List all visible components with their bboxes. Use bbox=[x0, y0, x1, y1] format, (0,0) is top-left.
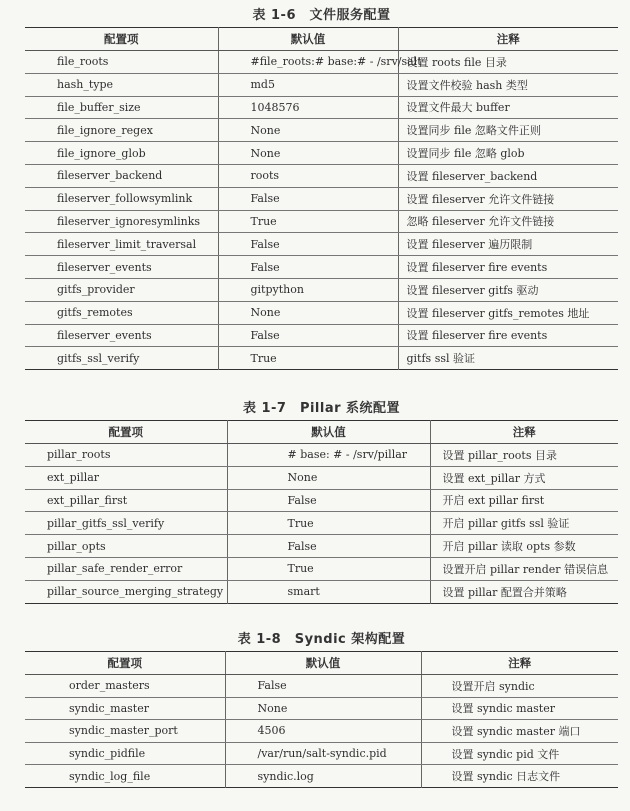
cell-key: pillar_source_merging_strategy bbox=[47, 585, 224, 599]
cell-note: 设置 fileserver gitfs_remotes 地址 bbox=[398, 301, 618, 324]
table-row bbox=[25, 675, 618, 698]
cell-default: #file_roots:# base:# - /srv/salt bbox=[218, 51, 398, 74]
cell-note: 设置开启 pillar render 错误信息 bbox=[430, 557, 618, 580]
cell-default: False bbox=[227, 489, 430, 512]
cell-default: None bbox=[225, 697, 421, 720]
column-header-note: 注释 bbox=[398, 28, 618, 51]
table-row bbox=[25, 742, 618, 765]
cell-default: None bbox=[227, 466, 430, 489]
table-row bbox=[25, 765, 618, 788]
cell-note: 设置 syndic 日志文件 bbox=[421, 765, 618, 788]
cell-default: True bbox=[227, 557, 430, 580]
cell-key: syndic_master bbox=[25, 697, 225, 720]
pillar-config-table bbox=[25, 420, 618, 604]
cell-default: /var/run/salt-syndic.pid bbox=[225, 742, 421, 765]
table-row bbox=[25, 489, 618, 512]
cell-default: # base: # - /srv/pillar bbox=[227, 444, 430, 467]
table-row bbox=[25, 324, 618, 347]
cell-note: 设置 pillar 配置合并策略 bbox=[430, 580, 618, 603]
file-server-config-table bbox=[25, 27, 618, 370]
cell-default: None bbox=[218, 301, 398, 324]
cell-default: syndic.log bbox=[225, 765, 421, 788]
cell-note: 设置 roots file 目录 bbox=[398, 51, 618, 74]
cell-key: order_masters bbox=[25, 675, 225, 698]
cell-key: pillar_opts bbox=[25, 535, 227, 558]
cell-key: fileserver_ignoresymlinks bbox=[25, 210, 218, 233]
column-header-note: 注释 bbox=[421, 652, 618, 675]
cell-key: gitfs_ssl_verify bbox=[57, 351, 140, 365]
cell-default: md5 bbox=[218, 73, 398, 96]
table-row bbox=[25, 187, 618, 210]
table-row bbox=[25, 96, 618, 119]
cell-key: fileserver_followsymlink bbox=[25, 187, 218, 210]
cell-default: True bbox=[218, 347, 398, 370]
table-row bbox=[25, 233, 618, 256]
cell-key: fileserver_backend bbox=[25, 164, 218, 187]
column-header-key: 配置项 bbox=[25, 421, 227, 444]
cell-note: 设置 syndic master 端口 bbox=[421, 720, 618, 743]
cell-note: 设置 fileserver fire events bbox=[398, 324, 618, 347]
cell-note: 设置同步 file 忽略 glob bbox=[398, 142, 618, 165]
cell-note: 设置 fileserver 允许文件链接 bbox=[398, 187, 618, 210]
table-caption: 表 1-6 文件服务配置 bbox=[252, 8, 391, 23]
table-row bbox=[25, 119, 618, 142]
cell-note: 开启 pillar gitfs ssl 验证 bbox=[430, 512, 618, 535]
cell-default: 4506 bbox=[225, 720, 421, 743]
cell-key: file_roots bbox=[25, 51, 218, 74]
cell-key: gitfs_remotes bbox=[25, 301, 218, 324]
cell-default: False bbox=[218, 256, 398, 279]
table-header-row bbox=[25, 28, 618, 51]
cell-key: fileserver_limit_traversal bbox=[25, 233, 218, 256]
cell-key: fileserver_events bbox=[25, 324, 218, 347]
cell-note: 设置 fileserver fire events bbox=[398, 256, 618, 279]
table-row bbox=[25, 535, 618, 558]
cell-note: 设置 fileserver_backend bbox=[398, 164, 618, 187]
table-row bbox=[25, 557, 618, 580]
cell-default: False bbox=[218, 187, 398, 210]
table-header-row bbox=[25, 421, 618, 444]
column-header-default: 默认值 bbox=[225, 652, 421, 675]
table-row bbox=[25, 278, 618, 301]
table-caption: 表 1-7 Pillar 系统配置 bbox=[242, 401, 401, 416]
cell-key: fileserver_events bbox=[25, 256, 218, 279]
table-section-pillar bbox=[25, 398, 618, 604]
cell-note: 设置 syndic pid 文件 bbox=[421, 742, 618, 765]
cell-key: file_ignore_regex bbox=[25, 119, 218, 142]
cell-default: gitpython bbox=[218, 278, 398, 301]
column-header-default: 默认值 bbox=[218, 28, 398, 51]
cell-key: ext_pillar_first bbox=[25, 489, 227, 512]
cell-key: file_buffer_size bbox=[25, 96, 218, 119]
cell-note: 设置 fileserver gitfs 驱动 bbox=[398, 278, 618, 301]
table-row bbox=[25, 164, 618, 187]
table-row bbox=[25, 301, 618, 324]
syndic-config-table bbox=[25, 651, 618, 788]
cell-note: 设置 fileserver 遍历限制 bbox=[398, 233, 618, 256]
cell-key: syndic_master_port bbox=[25, 720, 225, 743]
table-row bbox=[25, 73, 618, 96]
table-row bbox=[25, 210, 618, 233]
table-row bbox=[25, 347, 618, 370]
cell-note: 忽略 fileserver 允许文件链接 bbox=[398, 210, 618, 233]
cell-note: 设置 pillar_roots 目录 bbox=[430, 444, 618, 467]
table-row bbox=[25, 142, 618, 165]
cell-key: syndic_log_file bbox=[69, 769, 151, 783]
table-header-row bbox=[25, 652, 618, 675]
cell-key: pillar_safe_render_error bbox=[25, 557, 227, 580]
cell-note: 设置开启 syndic bbox=[421, 675, 618, 698]
cell-default: True bbox=[227, 512, 430, 535]
cell-default: False bbox=[218, 324, 398, 347]
cell-default: None bbox=[218, 119, 398, 142]
table-row bbox=[25, 720, 618, 743]
table-caption: 表 1-8 Syndic 架构配置 bbox=[237, 632, 406, 647]
cell-note: 开启 ext pillar first bbox=[430, 489, 618, 512]
table-row bbox=[25, 580, 618, 603]
cell-note: 设置 syndic master bbox=[421, 697, 618, 720]
cell-note: 设置文件最大 buffer bbox=[398, 96, 618, 119]
cell-default: smart bbox=[227, 580, 430, 603]
cell-key: hash_type bbox=[25, 73, 218, 96]
cell-default: True bbox=[218, 210, 398, 233]
cell-note: 设置 ext_pillar 方式 bbox=[430, 466, 618, 489]
table-section-syndic bbox=[25, 629, 618, 788]
cell-default: False bbox=[218, 233, 398, 256]
cell-key: ext_pillar bbox=[25, 466, 227, 489]
column-header-key: 配置项 bbox=[25, 28, 218, 51]
table-section-file-server bbox=[25, 5, 618, 370]
table-row bbox=[25, 466, 618, 489]
cell-default: roots bbox=[218, 164, 398, 187]
cell-note: 设置同步 file 忽略文件正则 bbox=[398, 119, 618, 142]
cell-default: False bbox=[225, 675, 421, 698]
cell-default: False bbox=[227, 535, 430, 558]
cell-default: None bbox=[218, 142, 398, 165]
cell-key: pillar_gitfs_ssl_verify bbox=[25, 512, 227, 535]
table-row bbox=[25, 444, 618, 467]
cell-key: gitfs_provider bbox=[25, 278, 218, 301]
column-header-default: 默认值 bbox=[227, 421, 430, 444]
table-row bbox=[25, 512, 618, 535]
cell-key: syndic_pidfile bbox=[25, 742, 225, 765]
cell-note: 设置文件校验 hash 类型 bbox=[398, 73, 618, 96]
table-row bbox=[25, 697, 618, 720]
table-row bbox=[25, 51, 618, 74]
table-row bbox=[25, 256, 618, 279]
cell-key: pillar_roots bbox=[25, 444, 227, 467]
cell-default: 1048576 bbox=[218, 96, 398, 119]
column-header-key: 配置项 bbox=[25, 652, 225, 675]
column-header-note: 注释 bbox=[430, 421, 618, 444]
cell-note: 开启 pillar 读取 opts 参数 bbox=[430, 535, 618, 558]
cell-note: gitfs ssl 验证 bbox=[398, 347, 618, 370]
cell-key: file_ignore_glob bbox=[25, 142, 218, 165]
